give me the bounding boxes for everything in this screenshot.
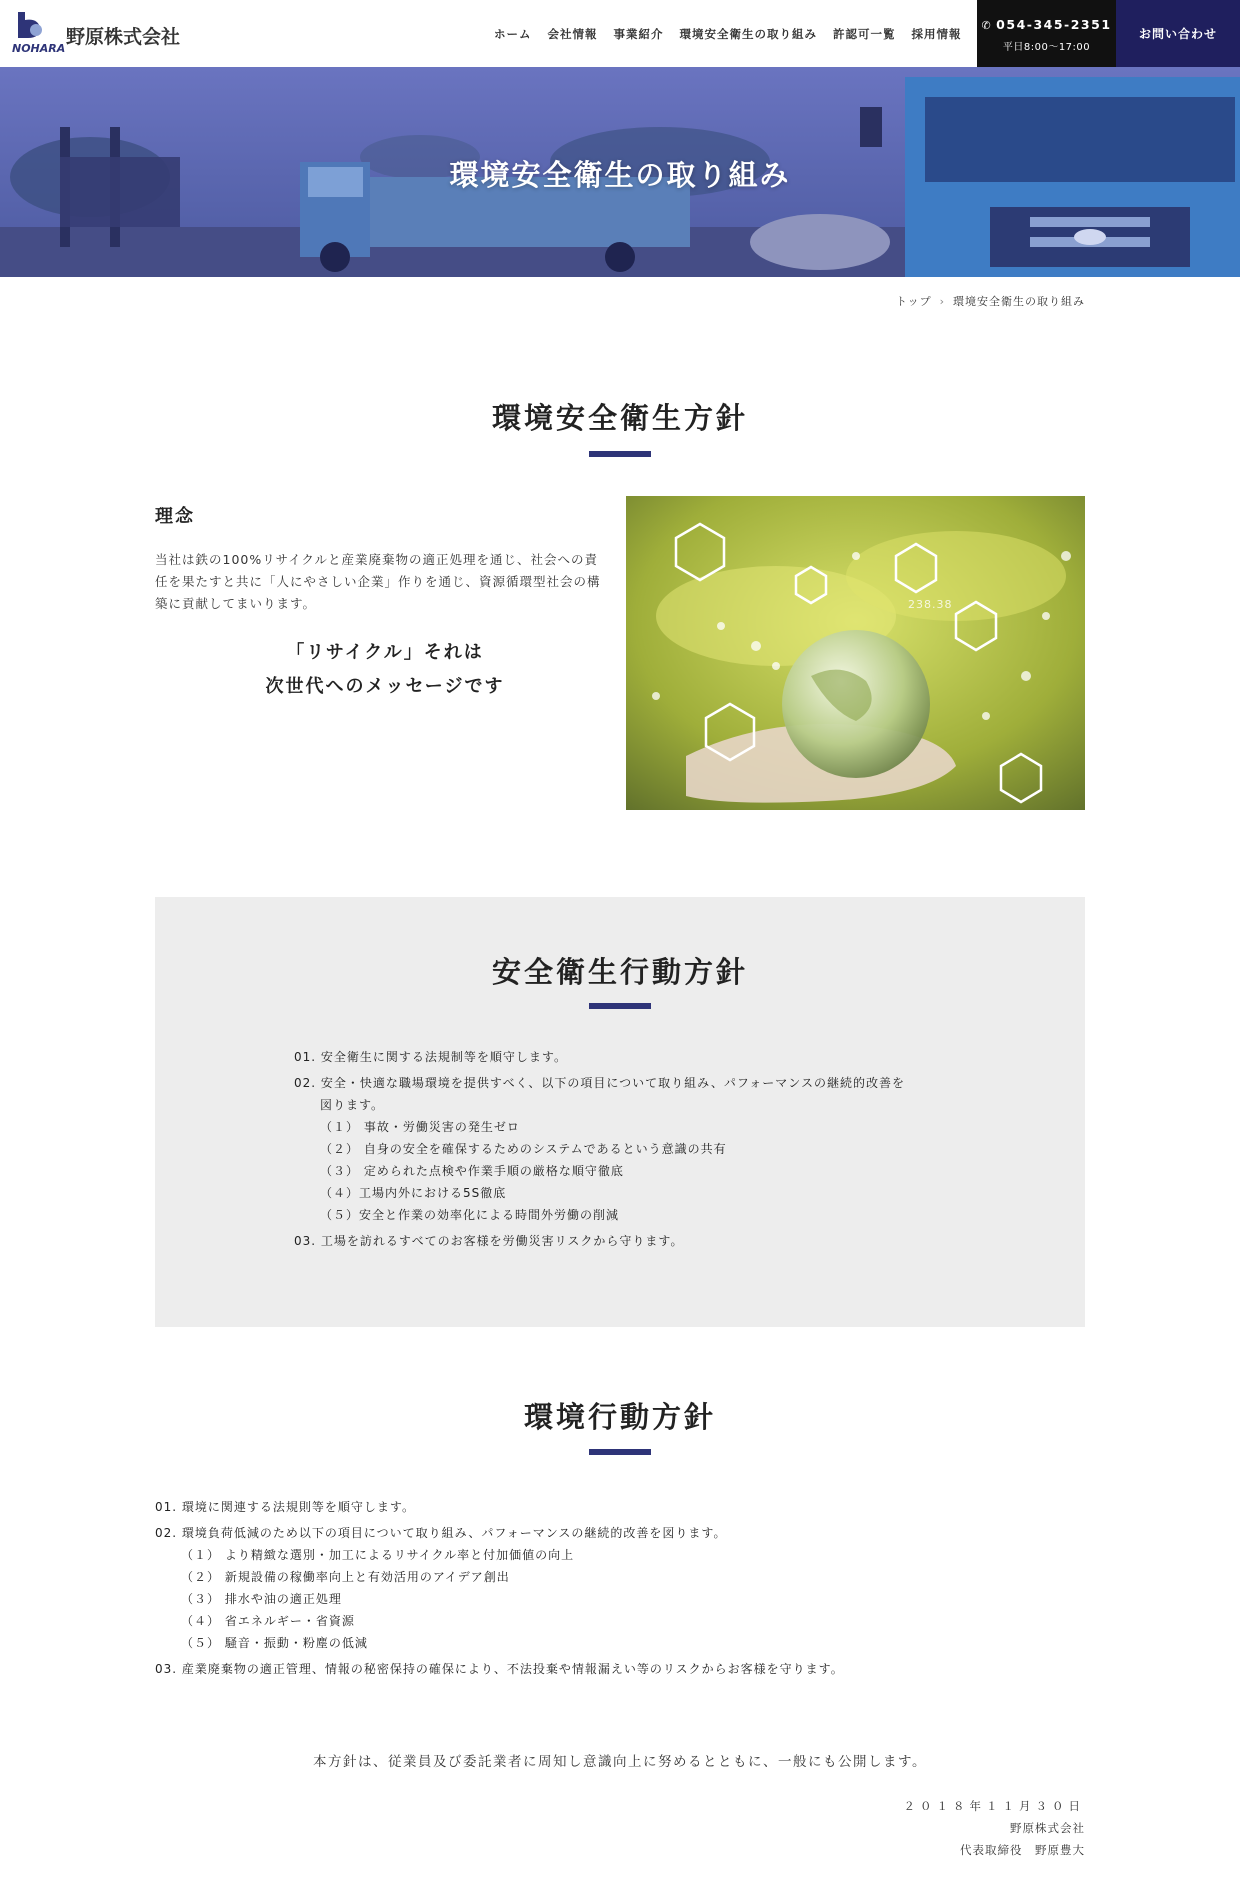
eco-globe-image bbox=[626, 496, 1085, 810]
signature-date: ２０１８年１１月３０日 bbox=[903, 1799, 1085, 1813]
phone-icon: ✆ bbox=[981, 19, 993, 32]
signature-block bbox=[904, 1795, 1086, 1861]
breadcrumb-current: 環境安全衛生の取り組み bbox=[953, 295, 1085, 308]
policy-title: 環境安全衛生方針 bbox=[491, 401, 748, 435]
contact-button[interactable]: お問い合わせ bbox=[1116, 0, 1240, 67]
environment-subitem: （１） より精緻な選別・加工によるリサイクル率と付加価値の向上 bbox=[181, 1548, 575, 1562]
signature-company: 野原株式会社 bbox=[1010, 1821, 1085, 1835]
signature-representative: 代表取締役 野原豊大 bbox=[960, 1843, 1085, 1857]
safety-subitem: （２） 自身の安全を確保するためのシステムであるという意識の共有 bbox=[320, 1142, 727, 1156]
nav-business[interactable]: 事業紹介 bbox=[613, 26, 664, 41]
phone-number: 054-345-2351 bbox=[996, 17, 1112, 32]
logo-text: NOHARA bbox=[12, 42, 66, 55]
rinen-message-line2: 次世代へのメッセージです bbox=[265, 676, 505, 697]
logo-mark-icon bbox=[16, 12, 46, 40]
breadcrumb bbox=[896, 293, 1085, 309]
phone-hours: 平日8:00〜17:00 bbox=[1002, 42, 1091, 53]
environment-item: 02. 環境負荷低減のため以下の項目について取り組み、パフォーマンスの継続的改善を図ります。 bbox=[155, 1526, 727, 1540]
nav-company[interactable]: 会社情報 bbox=[547, 26, 598, 41]
nav-home[interactable]: ホーム bbox=[494, 26, 532, 41]
logo[interactable] bbox=[12, 12, 66, 56]
hero-banner bbox=[0, 67, 1240, 277]
safety-title-underline bbox=[589, 1003, 651, 1009]
policy-title-underline bbox=[589, 451, 651, 457]
hero-title: 環境安全衛生の取り組み bbox=[449, 158, 791, 192]
company-name[interactable]: 野原株式会社 bbox=[66, 26, 181, 48]
breadcrumb-top[interactable]: トップ bbox=[895, 295, 932, 308]
safety-title: 安全衛生行動方針 bbox=[491, 955, 748, 989]
site-header bbox=[0, 0, 1240, 67]
eco-image-label: 238.38 bbox=[908, 598, 953, 611]
safety-subitem: （３） 定められた点検や作業手順の厳格な順守徹底 bbox=[320, 1164, 624, 1178]
nav-licenses[interactable]: 許認可一覧 bbox=[833, 26, 896, 41]
rinen-title: 理念 bbox=[155, 506, 195, 527]
environment-item: 01. 環境に関連する法規則等を順守します。 bbox=[155, 1500, 415, 1514]
phone-box[interactable] bbox=[977, 0, 1116, 67]
closing-statement: 本方針は、従業員及び委託業者に周知し意識向上に努めるとともに、一般にも公開します。 bbox=[313, 1754, 927, 1770]
safety-subitem: （１） 事故・労働災害の発生ゼロ bbox=[320, 1120, 520, 1134]
safety-subitem: （４）工場内外における5S徹底 bbox=[320, 1186, 507, 1200]
rinen-body: 当社は鉄の100%リサイクルと産業廃棄物の適正処理を通じ、社会への責任を果たすと共に「人にやさしい企業」作りを通じ、資源循環型社会の構築に貢献してまいります。 bbox=[155, 552, 601, 611]
safety-item: 03. 工場を訪れるすべてのお客様を労働災害リスクから守ります。 bbox=[294, 1234, 684, 1248]
rinen-message bbox=[155, 636, 615, 704]
environment-subitem: （２） 新規設備の稼働率向上と有効活用のアイデア創出 bbox=[181, 1570, 510, 1584]
safety-item: 02. 安全・快適な職場環境を提供すべく、以下の項目について取り組み、パフォーマンスの継続的改善を bbox=[294, 1076, 905, 1090]
environment-title-underline bbox=[589, 1449, 651, 1455]
environment-subitem: （３） 排水や油の適正処理 bbox=[181, 1592, 342, 1606]
environment-subitem: （４） 省エネルギー・省資源 bbox=[181, 1614, 355, 1628]
nav-recruit[interactable]: 採用情報 bbox=[911, 26, 962, 41]
main-nav bbox=[494, 0, 978, 67]
environment-item: 03. 産業廃棄物の適正管理、情報の秘密保持の確保により、不法投棄や情報漏えい等のリスクからお客様を守ります。 bbox=[155, 1662, 844, 1676]
nav-environment-safety[interactable]: 環境安全衛生の取り組み bbox=[679, 26, 817, 41]
environment-subitem: （５） 騒音・振動・粉塵の低減 bbox=[181, 1636, 368, 1650]
safety-item: 図ります。 bbox=[320, 1098, 385, 1112]
rinen-message-line1: 「リサイクル」それは bbox=[286, 642, 484, 663]
safety-subitem: （５）安全と作業の効率化による時間外労働の削減 bbox=[320, 1208, 620, 1222]
safety-item: 01. 安全衛生に関する法規制等を順守します。 bbox=[294, 1050, 567, 1064]
chevron-right-icon: › bbox=[939, 295, 945, 308]
environment-title: 環境行動方針 bbox=[523, 1400, 716, 1434]
